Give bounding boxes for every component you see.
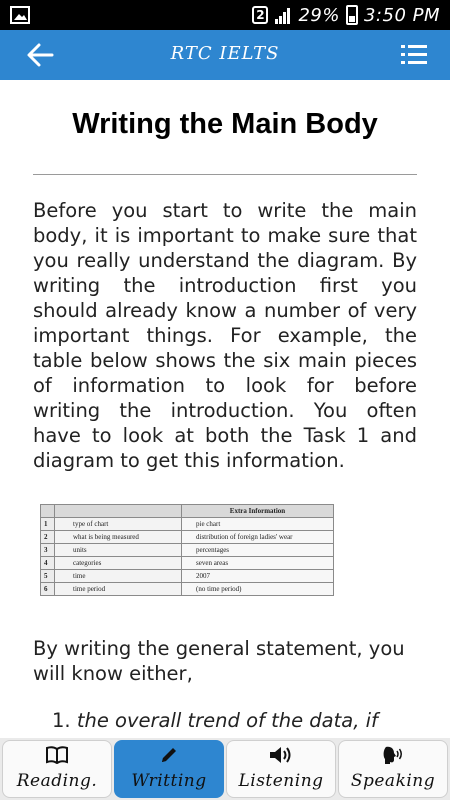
row-value: seven areas: [182, 557, 334, 570]
speaker-icon: [268, 745, 294, 765]
list-item-text: the overall trend of the data, if: [76, 709, 378, 732]
table-row: [41, 557, 334, 570]
clock: 3:50 PM: [363, 4, 440, 26]
table-row: [41, 518, 334, 531]
row-value: distribution of foreign ladies' wear: [182, 531, 334, 544]
table-row: [41, 531, 334, 544]
row-number: 4: [41, 557, 55, 570]
table-row: [41, 583, 334, 596]
table-header-blank: [41, 505, 55, 518]
intro-paragraph: Before you start to write the main body, it is important to make sure that you really understand the diagram. By writing the introduction first you should already know a number of very important things. For example, the table below shows the six main pieces of information to look for before writing the introduction. You often have to look at both the Task 1 and diagram to get this information.: [33, 199, 417, 472]
title-divider: [33, 174, 417, 175]
row-value: pie chart: [182, 518, 334, 531]
tab-label: Reading.: [16, 771, 98, 791]
app-title: RTC IELTS: [170, 43, 280, 64]
signal-icon: [274, 6, 292, 24]
row-number: 3: [41, 544, 55, 557]
book-icon: [46, 746, 68, 764]
tab-writting[interactable]: [114, 740, 224, 798]
list-item: [52, 708, 417, 733]
article-content[interactable]: [0, 80, 450, 738]
tab-listening[interactable]: [226, 740, 336, 798]
battery-percent: 29%: [298, 4, 340, 26]
row-number: 1: [41, 518, 55, 531]
page-title: Writing the Main Body: [72, 108, 378, 140]
row-item: units: [55, 544, 182, 557]
general-statement-paragraph: By writing the general statement, you will know either,: [33, 637, 405, 685]
speaking-head-icon: [382, 745, 404, 765]
row-value: (no time period): [182, 583, 334, 596]
row-number: 5: [41, 570, 55, 583]
row-item: time period: [55, 583, 182, 596]
battery-icon: [346, 5, 358, 25]
tab-reading[interactable]: [2, 740, 112, 798]
row-value: 2007: [182, 570, 334, 583]
table-header: Extra Information: [182, 505, 334, 518]
row-item: what is being measured: [55, 531, 182, 544]
tab-label: Writting: [131, 771, 207, 791]
gallery-icon: [10, 5, 30, 25]
list-menu-icon[interactable]: [400, 42, 428, 68]
row-item: type of chart: [55, 518, 182, 531]
list-item-number: 1.: [52, 709, 71, 732]
tab-label: Speaking: [350, 771, 436, 791]
row-item: time: [55, 570, 182, 583]
row-number: 6: [41, 583, 55, 596]
status-bar: [0, 0, 450, 30]
sim-badge: 2: [252, 6, 268, 24]
app-bar: [0, 30, 450, 80]
tab-speaking[interactable]: [338, 740, 448, 798]
row-value: percentages: [182, 544, 334, 557]
table-row: [41, 544, 334, 557]
table-row: [41, 570, 334, 583]
information-table: [40, 504, 334, 596]
row-number: 2: [41, 531, 55, 544]
table-header-blank: [55, 505, 182, 518]
tab-label: Listening: [238, 771, 324, 791]
row-item: categories: [55, 557, 182, 570]
pencil-icon: [159, 745, 179, 765]
bottom-tab-bar: [0, 738, 450, 800]
